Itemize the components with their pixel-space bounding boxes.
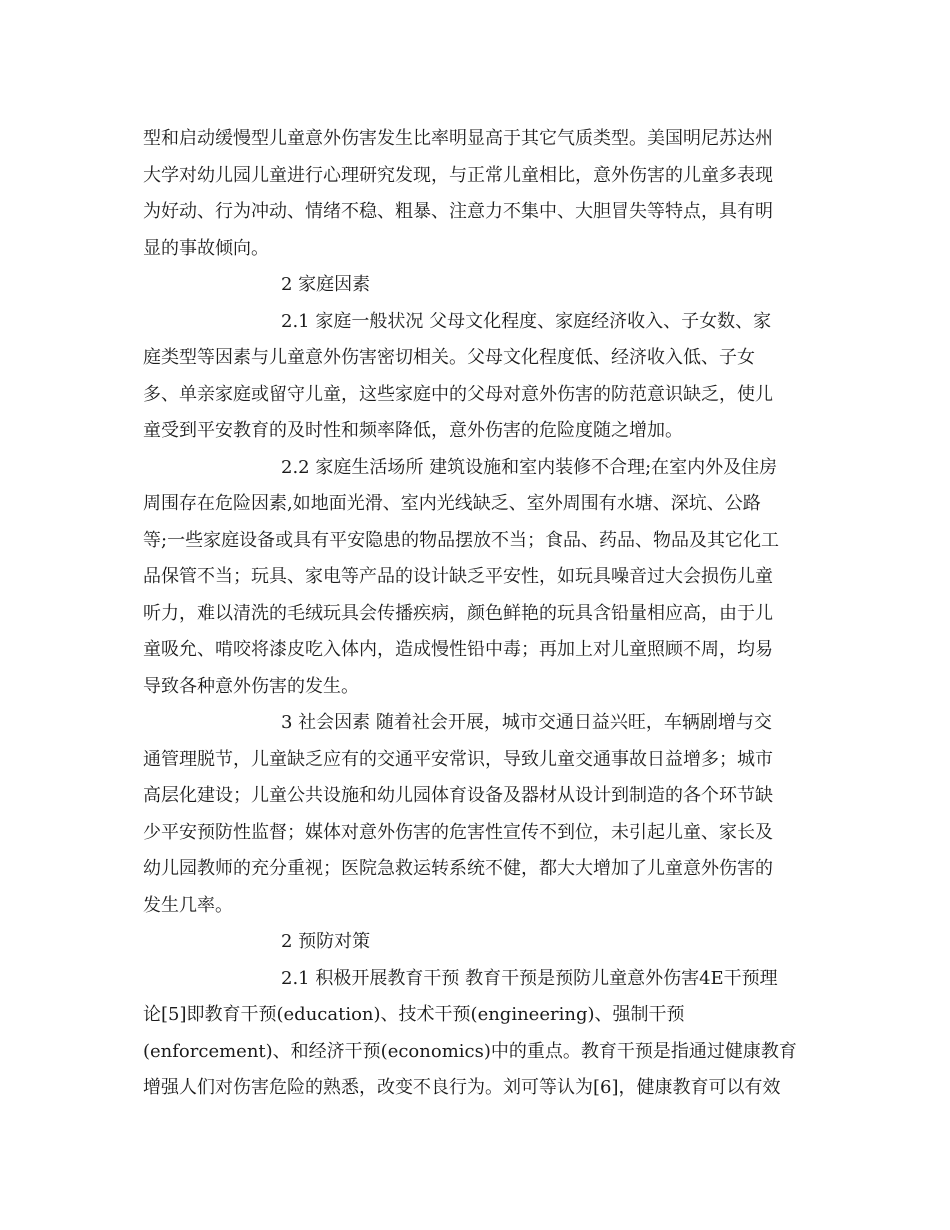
text-line: 多、单亲家庭或留守儿童，这些家庭中的父母对意外伤害的防范意识缺乏，使儿 xyxy=(143,383,773,405)
section-start-line: 3 社会因素 随着社会开展，城市交通日益兴旺，车辆剧增与交 xyxy=(281,712,772,733)
text-line: 型和启动缓慢型儿童意外伤害发生比率明显高于其它气质类型。美国明尼苏达州 xyxy=(143,128,773,149)
text-line: 庭类型等因素与儿童意外伤害密切相关。父母文化程度低、经济收入低、子女 xyxy=(143,347,755,368)
subsection-start-line: 2.1 积极开展教育干预 教育干预是预防儿童意外伤害4E干预理 xyxy=(281,967,778,989)
text-line: 显的事故倾向。 xyxy=(143,237,269,259)
text-line: (enforcement)、和经济干预(economics)中的重点。教育干预是指通过健康教育 xyxy=(143,1040,797,1062)
text-line: 童受到平安教育的及时性和频率降低，意外伤害的危险度随之增加。 xyxy=(143,420,683,441)
text-line: 品保管不当；玩具、家电等产品的设计缺乏平安性，如玩具噪音过大会损伤儿童 xyxy=(143,566,773,587)
text-line: 发生几率。 xyxy=(143,894,233,916)
text-line: 导致各种意外伤害的发生。 xyxy=(143,675,359,697)
text-line: 听力，难以清洗的毛绒玩具会传播疾病，颜色鲜艳的玩具含铅量相应高，由于儿 xyxy=(143,602,773,624)
text-line: 为好动、行为冲动、情绪不稳、粗暴、注意力不集中、大胆冒失等特点，具有明 xyxy=(143,201,773,222)
text-line: 周围存在危险因素,如地面光滑、室内光线缺乏、室外周围有水塘、深坑、公路 xyxy=(143,493,761,514)
section-heading: 2 家庭因素 xyxy=(281,274,371,295)
subsection-start-line: 2.1 家庭一般状况 父母文化程度、家庭经济收入、子女数、家 xyxy=(281,310,772,332)
document-body xyxy=(143,121,803,1107)
text-line: 通管理脱节，儿童缺乏应有的交通平安常识，导致儿童交通事故日益增多；城市 xyxy=(143,748,773,770)
subsection-start-line: 2.2 家庭生活场所 建筑设施和室内装修不合理;在室内外及住房 xyxy=(281,456,778,478)
text-line: 幼儿园教师的充分重视；医院急救运转系统不健，都大大增加了儿童意外伤害的 xyxy=(143,858,773,879)
text-line: 高层化建设；儿童公共设施和幼儿园体育设备及器材从设计到制造的各个环节缺 xyxy=(143,785,773,806)
text-line: 增强人们对伤害危险的熟悉，改变不良行为。刘可等认为[6]，健康教育可以有效 xyxy=(143,1077,781,1098)
section-heading: 2 预防对策 xyxy=(281,931,371,952)
text-line: 少平安预防性监督；媒体对意外伤害的危害性宣传不到位，未引起儿童、家长及 xyxy=(143,821,773,843)
text-line: 大学对幼儿园儿童进行心理研究发现，与正常儿童相比，意外伤害的儿童多表现 xyxy=(143,164,773,186)
text-line: 等;一些家庭设备或具有平安隐患的物品摆放不当；食品、药品、物品及其它化工 xyxy=(143,529,780,551)
text-line: 论[5]即教育干预(education)、技术干预(engineering)、强制干预 xyxy=(143,1004,685,1025)
text-line: 童吸允、啃咬将漆皮吃入体内，造成慢性铅中毒；再加上对儿童照顾不周，均易 xyxy=(143,639,773,660)
